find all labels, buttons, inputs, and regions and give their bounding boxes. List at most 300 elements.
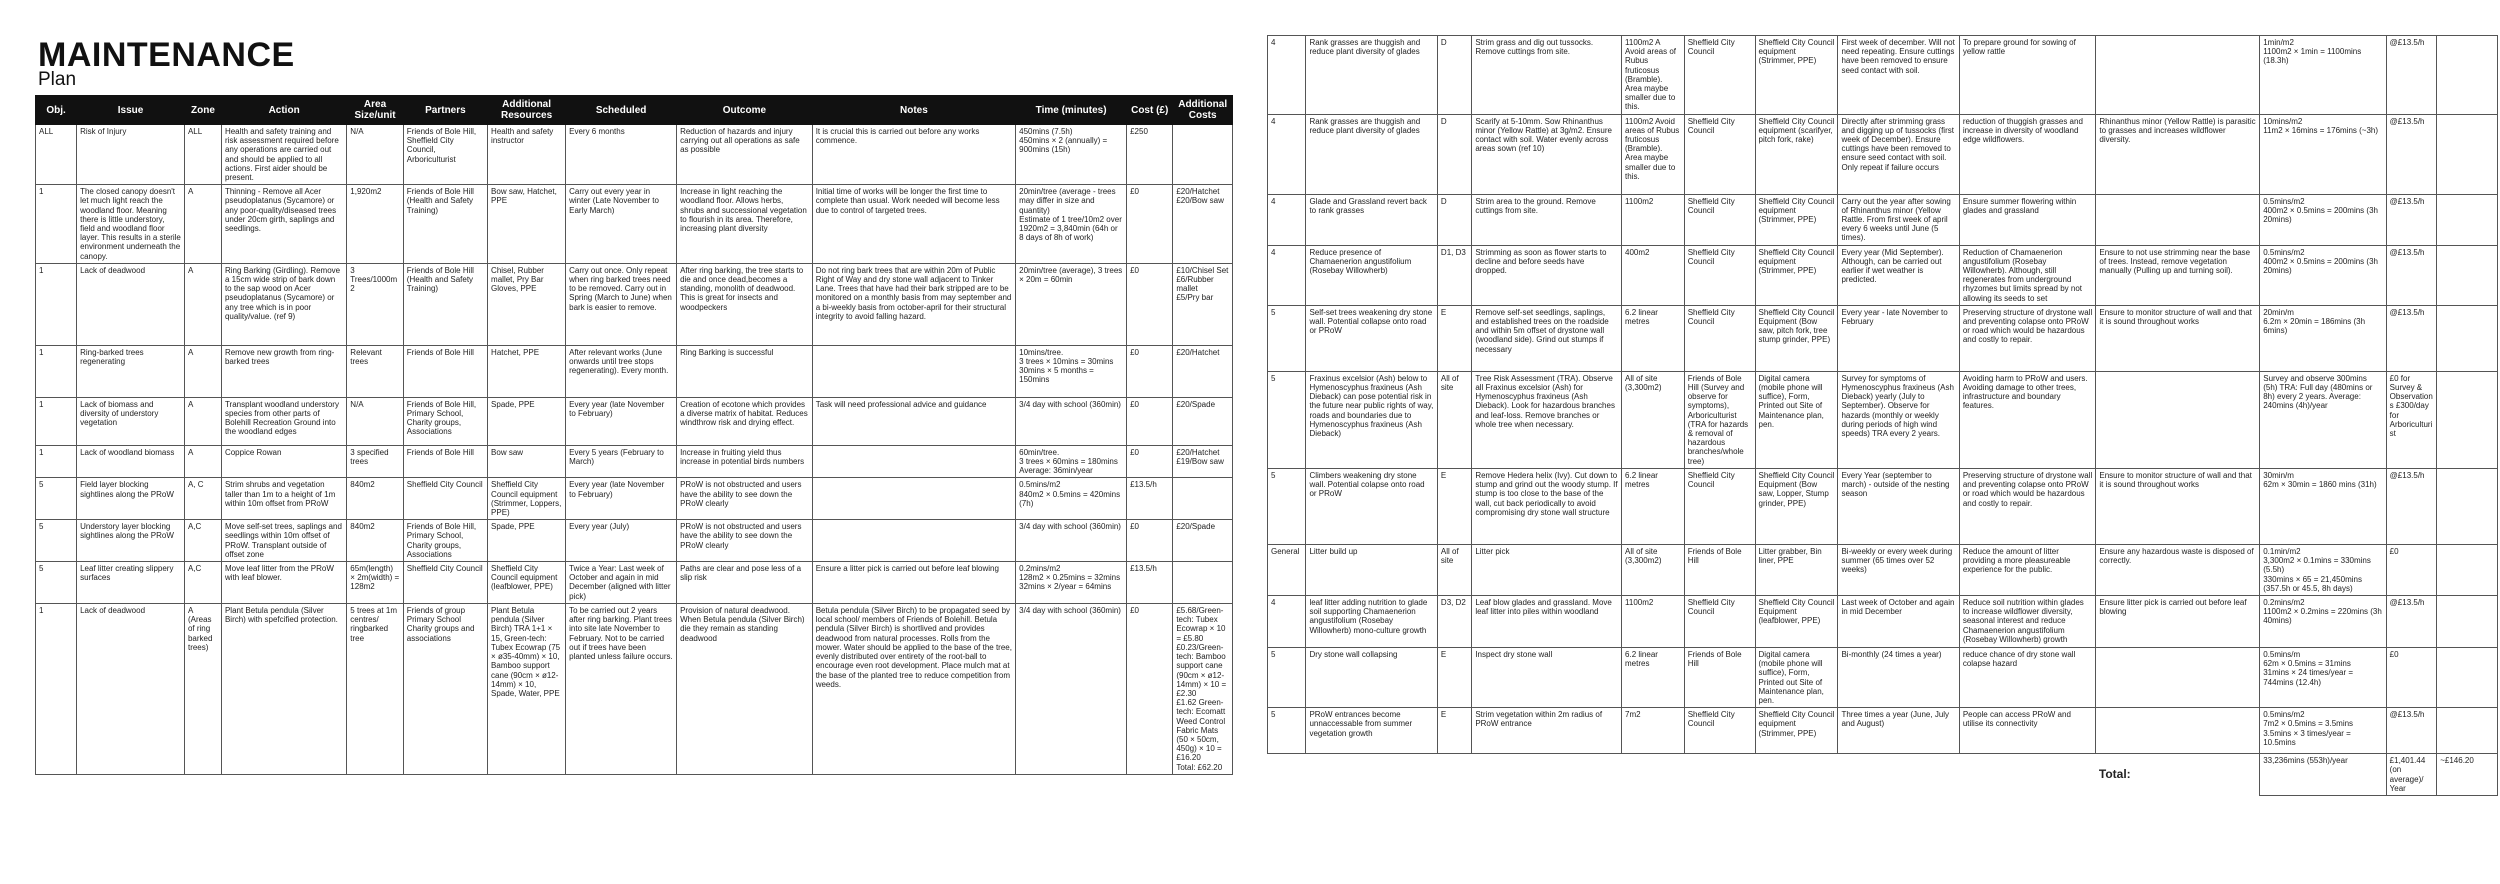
table-cell: Rank grasses are thuggish and reduce plant diversity of glades: [1306, 36, 1437, 115]
table-cell: 0.1min/m2 3,300m2 × 0.1mins = 330mins (5.5h) 330mins × 65 = 21,450mins (357.5h or 45.5, 8h days): [2260, 544, 2386, 595]
table-cell: 1,920m2: [347, 185, 404, 264]
table-cell: 3/4 day with school (360min): [1016, 397, 1127, 445]
left-page: [0, 0, 1235, 884]
table-cell: ALL: [184, 125, 221, 185]
table-cell: Every 5 years (February to March): [566, 445, 677, 478]
table-cell: Chisel, Rubber mallet, Pry Bar Gloves, PPE: [488, 263, 566, 345]
table-row: [36, 345, 1233, 397]
table-cell: Sheffield City Council Equipment (Bow saw, pitch fork, tree stump grinder, PPE): [1755, 305, 1838, 371]
table-cell: Reduce the amount of litter providing a more pleasureable experience for the public.: [1959, 544, 2096, 595]
table-cell: Betula pendula (Silver Birch) to be propagated seed by local school/ members of Friends of Bolehill. Betula pendula (Silver Birch) is shortlived and provides deadwood from natural processes. Rolls from the mower. Water should be applied to the base of the tree, evenly distributed over entirety of the root-ball to encourage even root development. Place mulch mat at the base of the planted tree to reduce competition from weeds.: [812, 604, 1015, 775]
column-header: Issue: [77, 96, 185, 125]
table-cell: Lack of deadwood: [77, 263, 185, 345]
table-row: [36, 185, 1233, 264]
table-cell: [1173, 562, 1233, 604]
table-cell: 1min/m2 1100m2 × 1min = 1100mins (18.3h): [2260, 36, 2386, 115]
table-cell: [812, 445, 1015, 478]
table-cell: 0.5mins/m 62m × 0.5mins = 31mins 31mins × 24 times/year = 744mins (12.4h): [2260, 647, 2386, 707]
table-cell: After ring barking, the tree starts to die and once dead,becomes a standing, monolith of deadwood. This is great for insects and woodpeckers: [677, 263, 813, 345]
table-cell: Litter build up: [1306, 544, 1437, 595]
table-cell: Sheffield City Council: [1684, 595, 1755, 647]
table-cell: 4: [1268, 595, 1306, 647]
table-cell: It is crucial this is carried out before any works commence.: [812, 125, 1015, 185]
table-cell: Ensure to not use strimming near the base of trees. Instead, remove vegetation manually (Pulling up and turning soil).: [2096, 245, 2260, 305]
column-header: Zone: [184, 96, 221, 125]
table-cell: Friends of Bole Hill (Health and Safety Training): [403, 263, 487, 345]
table-cell: Survey for symptoms of Hymenoscyphus fraxineus (Ash Dieback) yearly (July to September). Observe for hazards (monthly or weekly during periods of high wind speeds) TRA every 2 years.: [1838, 371, 1959, 468]
table-cell: A: [184, 445, 221, 478]
table-cell: Every year (late November to February): [566, 397, 677, 445]
table-row: [36, 520, 1233, 562]
table-cell: Self-set trees weakening dry stone wall. Potential collapse onto road or PRoW: [1306, 305, 1437, 371]
table-cell: Sheffield City Council: [1684, 194, 1755, 245]
table-cell: Preserving structure of drystone wall and preventing colapse onto PRoW or road which would be hazardous and costly to repair.: [1959, 305, 2096, 371]
table-cell: leaf litter adding nutrition to glade soil supporting Chamaenerion angustifolium (Rosebay Willowherb) mono-culture growth: [1306, 595, 1437, 647]
table-cell: Hatchet, PPE: [488, 345, 566, 397]
column-header: Action: [221, 96, 346, 125]
table-cell: A (Areas of ring barked trees): [184, 604, 221, 775]
table-cell: Lack of biomass and diversity of understory vegetation: [77, 397, 185, 445]
total-row: [1268, 754, 2498, 796]
table-cell: Friends of Bole Hill: [403, 445, 487, 478]
table-cell: Digital camera (mobile phone will suffice), Form, Printed out Site of Maintenance plan, pen.: [1755, 371, 1838, 468]
table-cell: Sheffield City Council: [403, 562, 487, 604]
table-cell: 5: [36, 478, 77, 520]
table-cell: E: [1437, 305, 1471, 371]
table-cell: 3 specified trees: [347, 445, 404, 478]
table-cell: Ring-barked trees regenerating: [77, 345, 185, 397]
table-row: [1268, 371, 2498, 468]
table-cell: Glade and Grassland revert back to rank grasses: [1306, 194, 1437, 245]
table-cell: Friends of Bole Hill, Primary School, Charity groups, Associations: [403, 520, 487, 562]
table-cell: E: [1437, 647, 1471, 707]
table-cell: Twice a Year: Last week of October and again in mid December (aligned with litter pick): [566, 562, 677, 604]
table-cell: All of site: [1437, 544, 1471, 595]
table-cell: A,C: [184, 520, 221, 562]
table-cell: Strimming as soon as flower starts to decline and before seeds have dropped.: [1472, 245, 1622, 305]
table-cell: Every year - late November to February: [1838, 305, 1959, 371]
table-cell: Sheffield City Council: [1684, 708, 1755, 754]
table-cell: Move leaf litter from the PRoW with leaf blower.: [221, 562, 346, 604]
table-cell: 30min/m 62m × 30min = 1860 mins (31h): [2260, 468, 2386, 544]
table-cell: D: [1437, 36, 1471, 115]
table-cell: @£13.5/h: [2386, 36, 2437, 115]
table-cell: [812, 345, 1015, 397]
table-cell: 6.2 linear metres: [1622, 468, 1685, 544]
table-cell: Strim shrubs and vegetation taller than 1m to a height of 1m within 10m offset from PRoW: [221, 478, 346, 520]
table-cell: £0: [1127, 263, 1173, 345]
table-cell: Tree Risk Assessment (TRA). Observe all Fraxinus excelsior (Ash) for Hymenoscyphus fraxineus (Ash Dieback). Look for hazardous branches and leaf-loss. Remove branches or whole tree when necessary.: [1472, 371, 1622, 468]
table-cell: People can access PRoW and utilise its connectivity: [1959, 708, 2096, 754]
table-cell: Sheffield City Council: [403, 478, 487, 520]
table-row: [1268, 245, 2498, 305]
table-cell: [2437, 647, 2498, 707]
table-cell: 5: [1268, 468, 1306, 544]
table-cell: All of site (3,300m2): [1622, 544, 1685, 595]
table-cell: 1: [36, 263, 77, 345]
table-cell: First week of december. Will not need repeating. Ensure cuttings have been removed to ensure seed contact with soil.: [1838, 36, 1959, 115]
table-cell: Lack of woodland biomass: [77, 445, 185, 478]
table-row: [36, 478, 1233, 520]
table-cell: 0.2mins/m2 128m2 × 0.25mins = 32mins 32mins × 2/year = 64mins: [1016, 562, 1127, 604]
table-cell: 5: [1268, 371, 1306, 468]
table-cell: 20min/tree (average), 3 trees × 20m = 60min: [1016, 263, 1127, 345]
table-cell: 400m2: [1622, 245, 1685, 305]
table-cell: Litter grabber, Bin liner, PPE: [1755, 544, 1838, 595]
table-cell: £5.68/Green-tech: Tubex Ecowrap × 10 = £5.80 £0.23/Green-tech: Bamboo support cane (90cm × ø12-14mm) × 10 = £2.30 £1.62 Green-tech: Ecomatt Weed Control Fabric Mats (50 × 50cm, 450g) × 10 = £16.20 Total: £62.20: [1173, 604, 1233, 775]
table-cell: A,C: [184, 562, 221, 604]
table-cell: Relevant trees: [347, 345, 404, 397]
table-cell: 1: [36, 345, 77, 397]
table-cell: Carry out the year after sowing of Rhinanthus minor (Yellow Rattle. From first week of april every 6 weeks until June (5 times).: [1838, 194, 1959, 245]
table-cell: Friends of Bole Hill, Sheffield City Council, Arboriculturist: [403, 125, 487, 185]
table-cell: D: [1437, 194, 1471, 245]
table-cell: Thinning - Remove all Acer pseudoplatanus (Sycamore) or any poor-quality/diseased trees under 20cm girth, saplings and seedlings.: [221, 185, 346, 264]
table-cell: £13.5/h: [1127, 562, 1173, 604]
page-subtitle: Plan: [38, 69, 77, 90]
table-cell: reduce chance of dry stone wall colapse hazard: [1959, 647, 2096, 707]
table-cell: 5: [1268, 708, 1306, 754]
table-cell: 20min/tree (average - trees may differ in size and quantity) Estimate of 1 tree/10m2 over 1920m2 = 3,840min (64h or 8 days of 8h of work): [1016, 185, 1127, 264]
table-cell: Reduction of hazards and injury carrying out all operations as safe as possible: [677, 125, 813, 185]
table-cell: 0.5mins/m2 840m2 × 0.5mins = 420mins (7h): [1016, 478, 1127, 520]
table-cell: reduction of thuggish grasses and increase in diversity of woodland edge wildflowers.: [1959, 114, 2096, 194]
table-row: [36, 604, 1233, 775]
table-cell: Every year (Mid September). Although, can be carried out earlier if wet weather is predicted.: [1838, 245, 1959, 305]
table-cell: 1: [36, 185, 77, 264]
table-cell: Paths are clear and pose less of a slip risk: [677, 562, 813, 604]
table-cell: £0: [1127, 345, 1173, 397]
table-cell: £0: [1127, 185, 1173, 264]
table-cell: Every year (late November to February): [566, 478, 677, 520]
total-time: 33,236mins (553h)/year: [2260, 754, 2386, 796]
table-cell: @£13.5/h: [2386, 114, 2437, 194]
table-cell: £0: [2386, 647, 2437, 707]
table-cell: £0: [1127, 520, 1173, 562]
table-cell: Ring Barking (Girdling). Remove a 15cm wide strip of bark down to the sap wood on Acer pseudoplatanus (Sycamore) or any tree which is in poor quality/value. (ref 9): [221, 263, 346, 345]
table-cell: 5: [1268, 305, 1306, 371]
table-cell: Sheffield City Council equipment (Strimmer, PPE): [1755, 36, 1838, 115]
table-cell: 0.5mins/m2 400m2 × 0.5mins = 200mins (3h 20mins): [2260, 194, 2386, 245]
table-cell: Plant Betula pendula (Silver Birch) with spefcified protection.: [221, 604, 346, 775]
table-cell: 10mins/m2 11m2 × 16mins = 176mins (~3h): [2260, 114, 2386, 194]
table-cell: £0 for Survey & Observations £300/day for Arboriculturist: [2386, 371, 2437, 468]
table-cell: [2437, 36, 2498, 115]
table-cell: [2437, 194, 2498, 245]
table-cell: Bi-weekly or every week during summer (65 times over 52 weeks): [1838, 544, 1959, 595]
table-cell: £20/Spade: [1173, 520, 1233, 562]
table-cell: [2096, 708, 2260, 754]
table-cell: Remove new growth from ring-barked trees: [221, 345, 346, 397]
table-cell: Carry out once. Only repeat when ring barked trees need to be removed. Carry out in Spring (March to June) when bark is easier to remove.: [566, 263, 677, 345]
table-row: [1268, 595, 2498, 647]
table-cell: Ring Barking is successful: [677, 345, 813, 397]
table-cell: [2437, 305, 2498, 371]
table-cell: Sheffield City Council Equipment (Bow saw, Lopper, Stump grinder, PPE): [1755, 468, 1838, 544]
table-cell: 3/4 day with school (360min): [1016, 520, 1127, 562]
table-cell: [2437, 371, 2498, 468]
page-title: MAINTENANCE: [38, 36, 295, 74]
column-header: Notes: [812, 96, 1015, 125]
table-cell: Increase in light reaching the woodland floor. Allows herbs, shrubs and successional vegetation to flourish in its area. Therefore, increasing plant diversity: [677, 185, 813, 264]
table-cell: 5 trees at 1m centres/ ringbarked tree: [347, 604, 404, 775]
table-cell: Friends of Bole Hill: [1684, 647, 1755, 707]
table-cell: Transplant woodland understory species from other parts of Bolehill Recreation Ground into the woodland edges: [221, 397, 346, 445]
table-cell: A, C: [184, 478, 221, 520]
table-cell: Dry stone wall collapsing: [1306, 647, 1437, 707]
table-cell: 840m2: [347, 520, 404, 562]
table-cell: Friends of Bole Hill (Health and Safety Training): [403, 185, 487, 264]
table-cell: [2437, 595, 2498, 647]
table-cell: Health and safety instructor: [488, 125, 566, 185]
table-cell: General: [1268, 544, 1306, 595]
table-cell: [1173, 125, 1233, 185]
table-row: [1268, 708, 2498, 754]
table-cell: 6.2 linear metres: [1622, 305, 1685, 371]
table-row: [36, 445, 1233, 478]
table-cell: 5: [36, 562, 77, 604]
total-additional-costs: ~£146.20: [2437, 754, 2498, 796]
table-cell: Sheffield City Council: [1684, 305, 1755, 371]
table-cell: All of site: [1437, 371, 1471, 468]
table-cell: £20/Hatchet £20/Bow saw: [1173, 185, 1233, 264]
table-cell: Sheffield City Council: [1684, 468, 1755, 544]
table-cell: N/A: [347, 125, 404, 185]
table-cell: A: [184, 345, 221, 397]
table-row: [36, 397, 1233, 445]
table-cell: After relevant works (June onwards until tree stops regenerating). Every month.: [566, 345, 677, 397]
table-cell: Sheffield City Council equipment (scarifyer, pitch fork, rake): [1755, 114, 1838, 194]
total-cost: £1,401.44 (on average)/ Year: [2386, 754, 2437, 796]
table-cell: £0: [2386, 544, 2437, 595]
table-cell: 20min/m 6.2m × 20min = 186mins (3h 6mins): [2260, 305, 2386, 371]
column-header: Scheduled: [566, 96, 677, 125]
table-cell: [2437, 114, 2498, 194]
table-cell: Lack of deadwood: [77, 604, 185, 775]
table-cell: Leaf blow glades and grassland. Move leaf litter into piles within woodland: [1472, 595, 1622, 647]
table-cell: Ensure to monitor structure of wall and that it is sound throughout works: [2096, 468, 2260, 544]
table-cell: Sheffield City Council: [1684, 245, 1755, 305]
table-cell: Every 6 months: [566, 125, 677, 185]
column-header: Partners: [403, 96, 487, 125]
table-cell: 6.2 linear metres: [1622, 647, 1685, 707]
table-cell: Ensure any hazardous waste is disposed of correctly.: [2096, 544, 2260, 595]
table-cell: @£13.5/h: [2386, 595, 2437, 647]
table-cell: Survey and observe 300mins (5h) TRA: Full day (480mins or 8h) every 2 years. Average: 240mins (4h)/year: [2260, 371, 2386, 468]
table-cell: PRoW is not obstructed and users have the ability to see down the PRoW clearly: [677, 520, 813, 562]
table-cell: Fraxinus excelsior (Ash) below to Hymenoscyphus fraxineus (Ash Dieback) can pose potential risk in the future near public rights of way, roads and boundaries due to Hymenoscyphus fraxineus (Ash Dieback): [1306, 371, 1437, 468]
table-cell: 840m2: [347, 478, 404, 520]
maintenance-table-left: [35, 95, 1233, 775]
table-cell: £20/Spade: [1173, 397, 1233, 445]
table-cell: Health and safety training and risk assessment required before any operations are carried out and should be applied to all actions. First aider should be present.: [221, 125, 346, 185]
table-cell: 4: [1268, 245, 1306, 305]
table-cell: Inspect dry stone wall: [1472, 647, 1622, 707]
table-cell: Strim area to the ground. Remove cuttings from site.: [1472, 194, 1622, 245]
table-row: [36, 562, 1233, 604]
table-cell: D3, D2: [1437, 595, 1471, 647]
table-cell: Leaf litter creating slippery surfaces: [77, 562, 185, 604]
table-cell: 4: [1268, 36, 1306, 115]
table-cell: Field layer blocking sightlines along the PRoW: [77, 478, 185, 520]
table-cell: Sheffield City Council equipment (Strimmer, PPE): [1755, 245, 1838, 305]
table-cell: [812, 478, 1015, 520]
table-cell: 0.5mins/m2 400m2 × 0.5mins = 200mins (3h 20mins): [2260, 245, 2386, 305]
column-header: Area Size/unit: [347, 96, 404, 125]
table-cell: [1173, 478, 1233, 520]
table-cell: Avoiding harm to PRoW and users. Avoiding damage to other trees, infrastructure and boundary features.: [1959, 371, 2096, 468]
table-cell: 1100m2 A Avoid areas of Rubus fruticosus (Bramble). Area maybe smaller due to this.: [1622, 36, 1685, 115]
table-cell: Provision of natural deadwood. When Betula pendula (Silver Birch) die they remain as standing deadwood: [677, 604, 813, 775]
table-cell: Sheffield City Council equipment (Strimmer, PPE): [1755, 708, 1838, 754]
table-cell: Bow saw: [488, 445, 566, 478]
table-cell: Sheffield City Council equipment (Strimmer, PPE): [1755, 194, 1838, 245]
table-cell: @£13.5/h: [2386, 708, 2437, 754]
table-cell: Every Year (september to march) - outside of the nesting season: [1838, 468, 1959, 544]
table-cell: £0: [1127, 397, 1173, 445]
table-cell: Strim vegetation within 2m radius of PRoW entrance: [1472, 708, 1622, 754]
table-cell: Plant Betula pendula (Silver Birch) TRA 1+1 × 15, Green-tech: Tubex Ecowrap (75 × ø35-40mm) × 10, Bamboo support cane (90cm × ø12-14mm) × 10, Spade, Water, PPE: [488, 604, 566, 775]
table-cell: [2437, 468, 2498, 544]
table-cell: N/A: [347, 397, 404, 445]
table-cell: Climbers weakening dry stone wall. Potential colapse onto road or PRoW: [1306, 468, 1437, 544]
table-cell: To prepare ground for sowing of yellow rattle: [1959, 36, 2096, 115]
table-cell: ALL: [36, 125, 77, 185]
table-cell: 7m2: [1622, 708, 1685, 754]
table-cell: All of site (3,300m2): [1622, 371, 1685, 468]
table-cell: Reduction of Chamaenerion angustifolium (Rosebay Willowherb). Although, still regenerates from underground rhyzomes but limits spread by not allowing its seeds to set: [1959, 245, 2096, 305]
table-cell: E: [1437, 468, 1471, 544]
table-cell: Ensure litter pick is carried out before leaf blowing: [2096, 595, 2260, 647]
table-cell: Bi-monthly (24 times a year): [1838, 647, 1959, 707]
column-header: Time (minutes): [1016, 96, 1127, 125]
table-cell: [2437, 245, 2498, 305]
table-row: [36, 263, 1233, 345]
table-cell: 1100m2 Avoid areas of Rubus fruticosus (Bramble). Area maybe smaller due to this.: [1622, 114, 1685, 194]
table-cell: [2096, 371, 2260, 468]
table-cell: 1100m2: [1622, 595, 1685, 647]
table-cell: Spade, PPE: [488, 520, 566, 562]
table-cell: 0.5mins/m2 7m2 × 0.5mins = 3.5mins 3.5mins × 3 times/year = 10.5mins: [2260, 708, 2386, 754]
table-cell: D: [1437, 114, 1471, 194]
table-cell: D1, D3: [1437, 245, 1471, 305]
table-cell: Digital camera (mobile phone will suffice), Form, Printed out Site of Maintenance plan, pen.: [1755, 647, 1838, 707]
table-cell: Friends of Bole Hill, Primary School, Charity groups, Associations: [403, 397, 487, 445]
table-cell: [2437, 708, 2498, 754]
table-cell: Initial time of works will be longer the first time to complete than usual. Work needed will become less due to control of targeted trees.: [812, 185, 1015, 264]
table-cell: 4: [1268, 194, 1306, 245]
table-cell: @£13.5/h: [2386, 194, 2437, 245]
table-cell: [2096, 647, 2260, 707]
table-cell: Remove Hedera helix (Ivy). Cut down to stump and grind out the woody stump. If stump is too close to the base of the wall, cut back periodically to avoid compromising dry stone wall structure: [1472, 468, 1622, 544]
table-cell: Risk of Injury: [77, 125, 185, 185]
table-cell: Friends of Bole Hill (Survey and observe for symptoms), Arboriculturist (TRA for hazards & removal of hazardous branches/whole tree): [1684, 371, 1755, 468]
table-cell: Friends of Bole Hill: [1684, 544, 1755, 595]
table-cell: Reduce presence of Chamaenerion angustifolium (Rosebay Willowherb): [1306, 245, 1437, 305]
table-cell: Reduce soil nutrition within glades to increase wildflower diversity, seasonal interest and reduce Chamaenerion angustifolium (Rosebay Willowherb) growth: [1959, 595, 2096, 647]
table-cell: Three times a year (June, July and August): [1838, 708, 1959, 754]
column-header: Cost (£): [1127, 96, 1173, 125]
table-cell: The closed canopy doesn't let much light reach the woodland floor. Meaning there is little understory, field and woodland floor layer. This results in a sterile environment underneath the canopy.: [77, 185, 185, 264]
table-header-row: [36, 96, 1233, 125]
table-cell: £0: [1127, 445, 1173, 478]
table-cell: 450mins (7.5h) 450mins × 2 (annually) = 900mins (15h): [1016, 125, 1127, 185]
table-cell: Sheffield City Council Equipment (leafblower, PPE): [1755, 595, 1838, 647]
column-header: Additional Costs: [1173, 96, 1233, 125]
table-row: [1268, 194, 2498, 245]
table-cell: Sheffield City Council equipment (leafblower, PPE): [488, 562, 566, 604]
table-cell: Bow saw, Hatchet, PPE: [488, 185, 566, 264]
table-cell: Directly after strimming grass and digging up of tussocks (first week of December). Ensure cuttings have been removed to ensure seed contact with soil. Only repeat if failure occurs: [1838, 114, 1959, 194]
column-header: Obj.: [36, 96, 77, 125]
table-cell: Sheffield City Council equipment (Strimmer, Loppers, PPE): [488, 478, 566, 520]
table-cell: [2437, 544, 2498, 595]
table-cell: Move self-set trees, saplings and seedlings within 10m offset of PRoW. Transplant outside of offset zone: [221, 520, 346, 562]
table-cell: £20/Hatchet £19/Bow saw: [1173, 445, 1233, 478]
table-cell: Last week of October and again in mid December: [1838, 595, 1959, 647]
table-cell: Remove self-set seedlings, saplings, and established trees on the roadside and within 5m offset of drystone wall (woodland side). Grind out stumps if necessary: [1472, 305, 1622, 371]
table-cell: 3/4 day with school (360min): [1016, 604, 1127, 775]
table-cell: £250: [1127, 125, 1173, 185]
table-cell: Carry out every year in winter (Late November to Early March): [566, 185, 677, 264]
table-cell: E: [1437, 708, 1471, 754]
table-row: [1268, 544, 2498, 595]
table-row: [1268, 468, 2498, 544]
table-row: [1268, 647, 2498, 707]
table-cell: 1100m2: [1622, 194, 1685, 245]
table-cell: Strim grass and dig out tussocks. Remove cuttings from site.: [1472, 36, 1622, 115]
table-cell: Ensure to monitor structure of wall and that it is sound throughout works: [2096, 305, 2260, 371]
table-cell: Ensure summer flowering within glades and grassland: [1959, 194, 2096, 245]
column-header: Outcome: [677, 96, 813, 125]
page-gutter: [1235, 0, 1265, 884]
table-cell: Spade, PPE: [488, 397, 566, 445]
table-cell: Preserving structure of drystone wall and preventing colapse onto PRoW or road which would be hazardous and costly to repair.: [1959, 468, 2096, 544]
table-cell: Ensure a litter pick is carried out before leaf blowing: [812, 562, 1015, 604]
table-cell: Do not ring bark trees that are within 20m of Public Right of Way and dry stone wall adjacent to Tinker Lane. Trees that have had their bark stripped are to be monitored on a monthly basis from may september and a bi-weekly basis from october-april for their structural integrity to avoid falling hazard.: [812, 263, 1015, 345]
column-header: Additional Resources: [488, 96, 566, 125]
table-cell: A: [184, 185, 221, 264]
table-cell: 3 Trees/1000m2: [347, 263, 404, 345]
table-cell: Understory layer blocking sightlines along the PRoW: [77, 520, 185, 562]
table-cell: @£13.5/h: [2386, 468, 2437, 544]
table-cell: 4: [1268, 114, 1306, 194]
table-cell: Every year (July): [566, 520, 677, 562]
table-cell: 1: [36, 445, 77, 478]
table-cell: Scarify at 5-10mm. Sow Rhinanthus minor (Yellow Rattle) at 3g/m2. Ensure contact with soil. Water evenly across areas sown (ref 10): [1472, 114, 1622, 194]
maintenance-table-right: [1267, 35, 2498, 796]
table-cell: £13.5/h: [1127, 478, 1173, 520]
table-cell: A: [184, 397, 221, 445]
table-cell: To be carried out 2 years after ring barking. Plant trees into site late November to February. Not to be carried out if trees have been planted unless failure occurs.: [566, 604, 677, 775]
table-cell: £0: [1127, 604, 1173, 775]
table-cell: Friends of group Primary School Charity groups and associations: [403, 604, 487, 775]
table-cell: Sheffield City Council: [1684, 36, 1755, 115]
table-cell: [812, 520, 1015, 562]
table-cell: 5: [1268, 647, 1306, 707]
table-cell: @£13.5/h: [2386, 305, 2437, 371]
table-cell: Rank grasses are thuggish and reduce plant diversity of glades: [1306, 114, 1437, 194]
table-cell: A: [184, 263, 221, 345]
table-cell: Creation of ecotone which provides a diverse matrix of habitat. Reduces windthrow risk and drying effect.: [677, 397, 813, 445]
table-cell: @£13.5/h: [2386, 245, 2437, 305]
table-cell: Task will need professional advice and guidance: [812, 397, 1015, 445]
table-row: [36, 125, 1233, 185]
table-cell: 1: [36, 397, 77, 445]
table-cell: 0.2mins/m2 1100m2 × 0.2mins = 220mins (3h 40mins): [2260, 595, 2386, 647]
table-cell: £10/Chisel Set £6/Rubber mallet £5/Pry bar: [1173, 263, 1233, 345]
table-cell: 5: [36, 520, 77, 562]
